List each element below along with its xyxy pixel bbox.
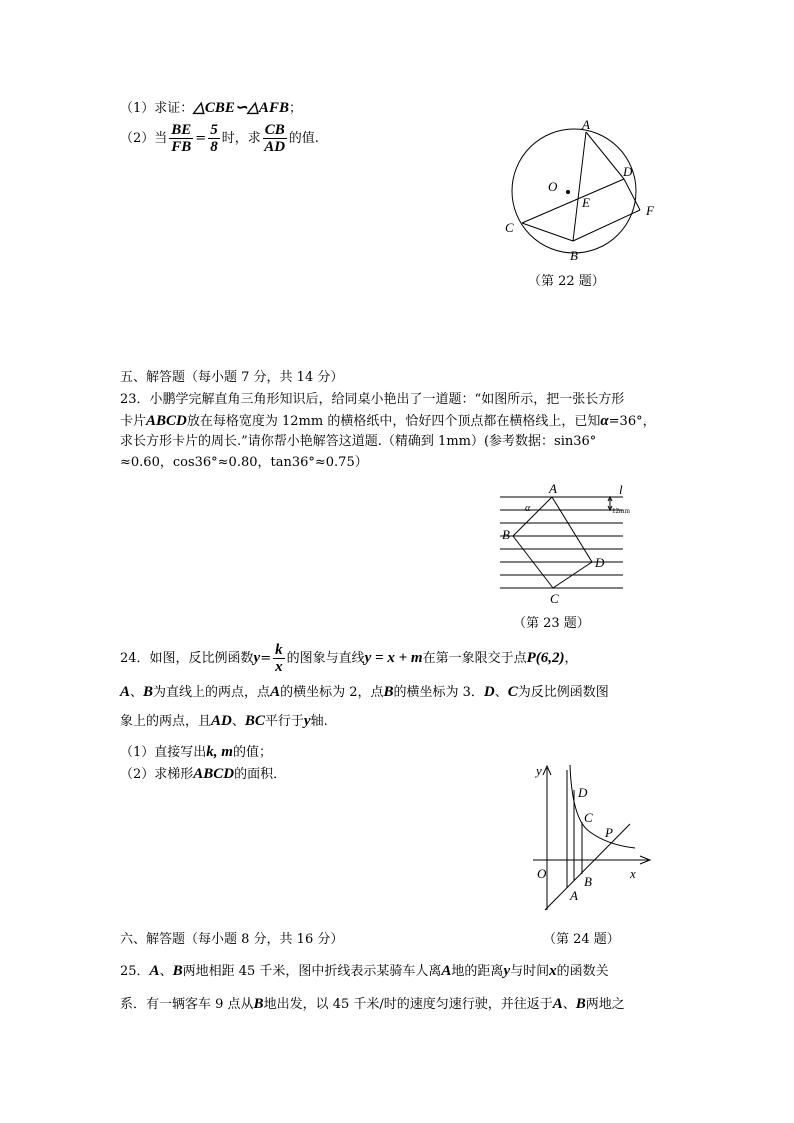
fig24-label-x: x <box>630 866 636 881</box>
q22-part1: （1）求证：△CBE∽△AFB； <box>120 100 302 116</box>
fraction-be-fb: $\frac{BE}{FB}$ <box>171 122 192 155</box>
q23-line4: ≈0.60，cos36°≈0.80，tan36°≈0.75） <box>120 455 368 470</box>
caption-22: （第 22 题） <box>528 274 605 289</box>
fig22-label-o: O <box>548 179 558 194</box>
q23-line1: 23．小鹏学完解直角三角形知识后，给同桌小艳出了一道题：“如图所示，把一张长方形 <box>120 392 625 407</box>
q24-line3: 象上的两点，且AD、BC平行于y轴. <box>120 713 328 729</box>
fraction-k-x: $\frac{k}{x}$ <box>275 642 283 675</box>
fraction-cb-ad: $\frac{CB}{AD}$ <box>264 122 286 155</box>
fig24-label-c: C <box>584 810 593 825</box>
q24-sub2: （2）求梯形ABCD的面积． <box>120 766 287 782</box>
fig22-label-d: D <box>623 164 633 179</box>
fig24-label-a: A <box>570 888 578 903</box>
q24-line2: A、B为直线上的两点，点A的横坐标为 2，点B的横坐标为 3．D、C为反比例函数图 <box>120 684 609 700</box>
fig24-label-d: D <box>578 785 588 800</box>
fig23-label-l: l <box>619 482 623 497</box>
fig24-label-o: O <box>537 866 547 881</box>
fig22-label-e: E <box>582 195 590 210</box>
q24-line1: 24．如图，反比例函数y= $\frac{k}{x}$ 的图象与直线y = x + m在第一象限交于点P(6,2)， <box>120 642 578 675</box>
figure-22-circle <box>500 115 670 265</box>
fig23-label-12mm: 12mm <box>612 507 630 515</box>
fig24-label-b: B <box>584 874 592 889</box>
fig22-label-b: B <box>570 248 578 263</box>
figure-23-lined-paper <box>495 480 645 610</box>
fig22-label-c: C <box>505 220 514 235</box>
section6-heading: 六、解答题（每小题 8 分，共 16 分） <box>120 932 344 947</box>
q22-p1-math: △CBE∽△AFB <box>193 100 289 116</box>
figure-24-graph <box>530 760 660 920</box>
fig23-label-c: C <box>550 591 559 606</box>
fig23-label-d: D <box>595 555 605 570</box>
fig22-label-f: F <box>646 203 654 218</box>
caption-23: （第 23 题） <box>513 616 590 631</box>
q24-sub1: （1）直接写出k, m的值； <box>120 744 272 760</box>
fraction-5-8: $\frac{5}{8}$ <box>210 122 218 155</box>
q22-part2: （2）当 $\frac{BE}{FB}$ = $\frac{5}{8}$ 时，求 $\frac{CB}{AD}$ 的值. <box>120 122 319 155</box>
fig24-label-y: y <box>536 763 542 778</box>
q23-line3: 求长方形卡片的周长.”请你帮小艳解答这道题.（精确到 1mm）(参考数据：sin36° <box>120 434 597 449</box>
fig23-label-b: B <box>502 527 510 542</box>
section5-heading: 五、解答题（每小题 7 分，共 14 分） <box>120 370 344 385</box>
caption-24: （第 24 题） <box>543 932 620 947</box>
fig23-label-alpha: α <box>525 503 531 514</box>
fig22-label-a: A <box>582 117 590 132</box>
q23-line2: 卡片ABCD放在每格宽度为 12mm 的横格纸中，恰好四个顶点都在横格线上，已知α=36°， <box>120 413 656 429</box>
fig24-label-p: P <box>605 825 613 840</box>
q25-line1: 25．A、B两地相距 45 千米，图中折线表示某骑车人离A地的距离y与时间x的函数关 <box>120 963 609 979</box>
fig23-label-a: A <box>549 481 557 496</box>
q25-line2: 系．有一辆客车 9 点从B地出发，以 45 千米/时的速度匀速行驶，并往返于A、B两地之 <box>120 996 625 1012</box>
